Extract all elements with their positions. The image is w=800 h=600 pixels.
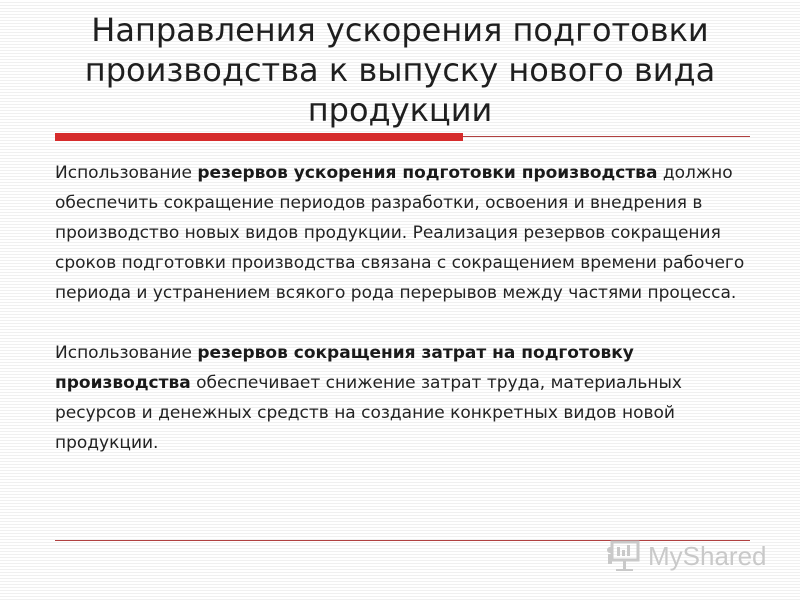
watermark-logo bbox=[606, 538, 767, 574]
paragraph-intro: Использование bbox=[55, 343, 198, 363]
slide-body bbox=[55, 158, 755, 488]
slide-title: Направления ускорения подготовки производства к выпуску нового вида продукции bbox=[84, 11, 716, 129]
paragraph-speed-reserves bbox=[55, 158, 755, 308]
title-accent-bar bbox=[55, 133, 463, 141]
paragraph-highlight: резервов сокращения затрат на подготовку производства bbox=[55, 343, 634, 393]
paragraph-text: должно обеспечить сокращение периодов разработки, освоения и внедрения в производство новых видов продукции. Реализация резервов сокращения сроков подготовки производства связана с сокращением времени рабочего периода и устранением всякого рода перерывов между частями процесса. bbox=[55, 163, 745, 303]
paragraph-text: обеспечивает снижение затрат труда, материальных ресурсов и денежных средств на создание конкретных видов новой продукции. bbox=[55, 373, 682, 453]
paragraph-cost-reserves bbox=[55, 338, 755, 458]
paragraph-intro: Использование bbox=[55, 163, 198, 183]
watermark-text: MyShared bbox=[648, 540, 767, 571]
presentation-board-icon bbox=[606, 540, 642, 572]
paragraph-highlight: резервов ускорения подготовки производства bbox=[197, 163, 658, 183]
